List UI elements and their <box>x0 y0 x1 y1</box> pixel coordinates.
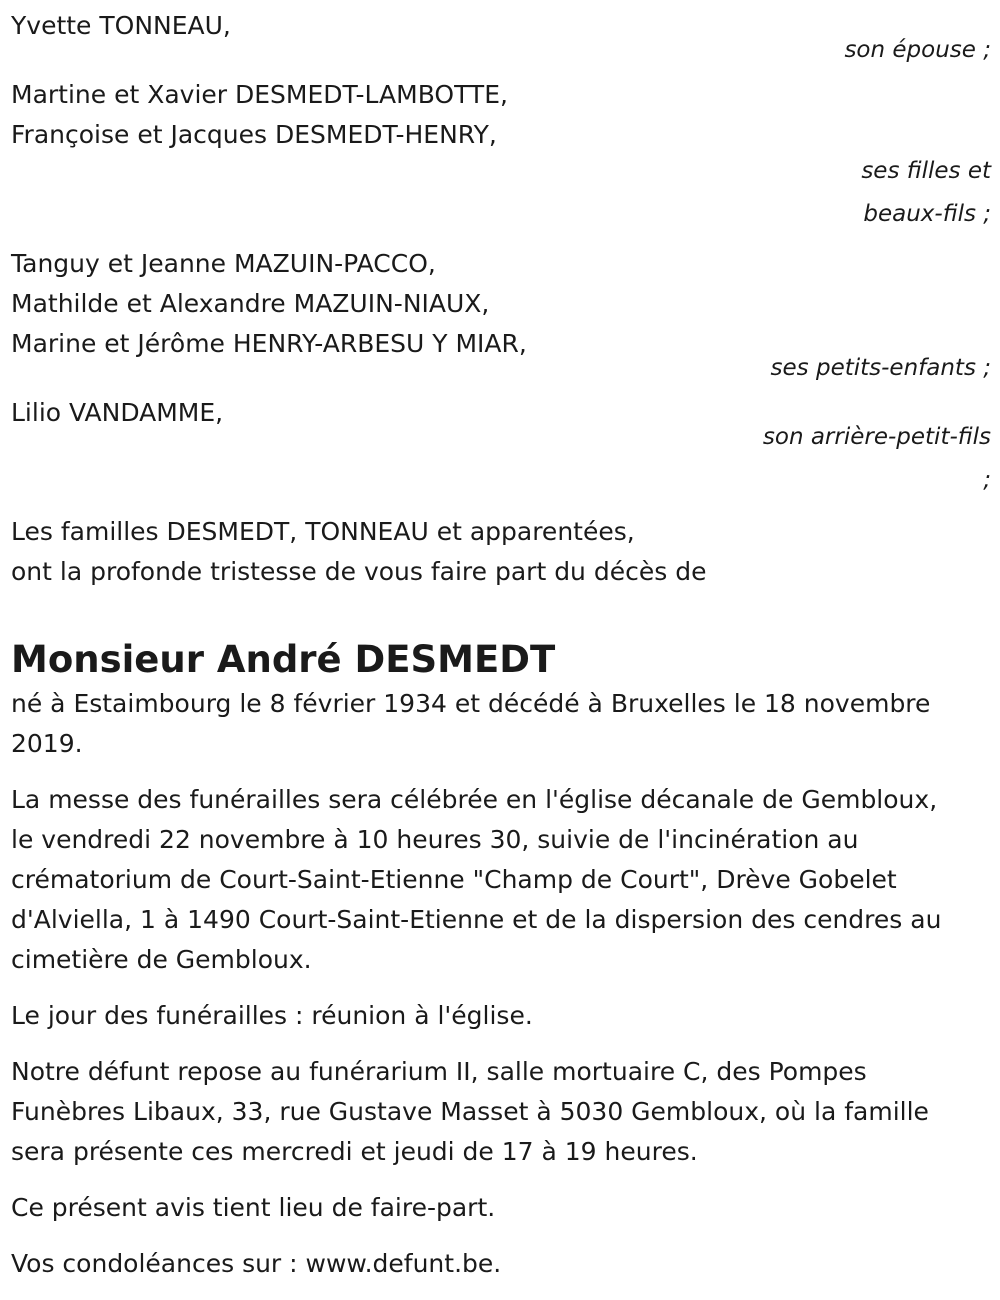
obituary-notice <box>11 6 991 1300</box>
funeral-paragraph <box>11 780 991 980</box>
family-name-line: Yvette TONNEAU, <box>11 11 231 40</box>
family-name-line: Martine et Xavier DESMEDT-LAMBOTTE, <box>11 80 508 109</box>
family-name-line: Marine et Jérôme HENRY-ARBESU Y MIAR, <box>11 329 527 358</box>
notice-paragraph <box>11 1188 991 1228</box>
family-name-line: Françoise et Jacques DESMEDT-HENRY, <box>11 120 497 149</box>
text-line: Ce présent avis tient lieu de faire-part. <box>11 1193 496 1222</box>
text-line: Vos condoléances sur : www.defunt.be. <box>11 1249 502 1278</box>
relation-label: ses filles et <box>861 158 991 184</box>
relation-label: beaux-fils ; <box>863 201 991 227</box>
condolences-paragraph <box>11 1244 991 1284</box>
relation-label: son arrière-petit-fils <box>762 424 991 450</box>
announcement-line: Les familles DESMEDT, TONNEAU et apparentées, <box>11 517 635 546</box>
text-line: 2019. <box>11 729 83 758</box>
text-line: Notre défunt repose au funérarium II, salle mortuaire C, des Pompes <box>11 1057 867 1086</box>
family-group-spouse <box>11 6 991 72</box>
text-line: sera présente ces mercredi et jeudi de 17 à 19 heures. <box>11 1137 698 1166</box>
relation-label: ses petits-enfants ; <box>770 355 991 381</box>
rest-paragraph <box>11 1052 991 1172</box>
text-line: cimetière de Gembloux. <box>11 945 312 974</box>
text-line: Funèbres Libaux, 33, rue Gustave Masset à 5030 Gembloux, où la famille <box>11 1097 929 1126</box>
text-line: La messe des funérailles sera célébrée en l'église décanale de Gembloux, <box>11 785 938 814</box>
family-group-daughters <box>11 75 991 236</box>
text-line: le vendredi 22 novembre à 10 heures 30, suivie de l'incinération au <box>11 825 859 854</box>
birth-death-paragraph <box>11 684 991 764</box>
relation-label: ; <box>983 467 991 493</box>
text-line: Le jour des funérailles : réunion à l'église. <box>11 1001 533 1030</box>
meeting-paragraph <box>11 996 991 1036</box>
family-name-line: Tanguy et Jeanne MAZUIN-PACCO, <box>11 249 436 278</box>
announcement <box>11 512 991 592</box>
family-name-line: Lilio VANDAMME, <box>11 398 224 427</box>
text-line: d'Alviella, 1 à 1490 Court-Saint-Etienne et de la dispersion des cendres au <box>11 905 942 934</box>
family-group-grandchildren <box>11 244 991 390</box>
announcement-line: ont la profonde tristesse de vous faire part du décès de <box>11 557 707 586</box>
relation-label: son épouse ; <box>844 37 991 63</box>
family-name-line: Mathilde et Alexandre MAZUIN-NIAUX, <box>11 289 490 318</box>
text-line: crématorium de Court-Saint-Etienne "Champ de Court", Drève Gobelet <box>11 865 897 894</box>
family-group-great-grandchild <box>11 393 991 502</box>
deceased-name: Monsieur André DESMEDT <box>11 638 556 681</box>
text-line: né à Estaimbourg le 8 février 1934 et décédé à Bruxelles le 18 novembre <box>11 689 931 718</box>
